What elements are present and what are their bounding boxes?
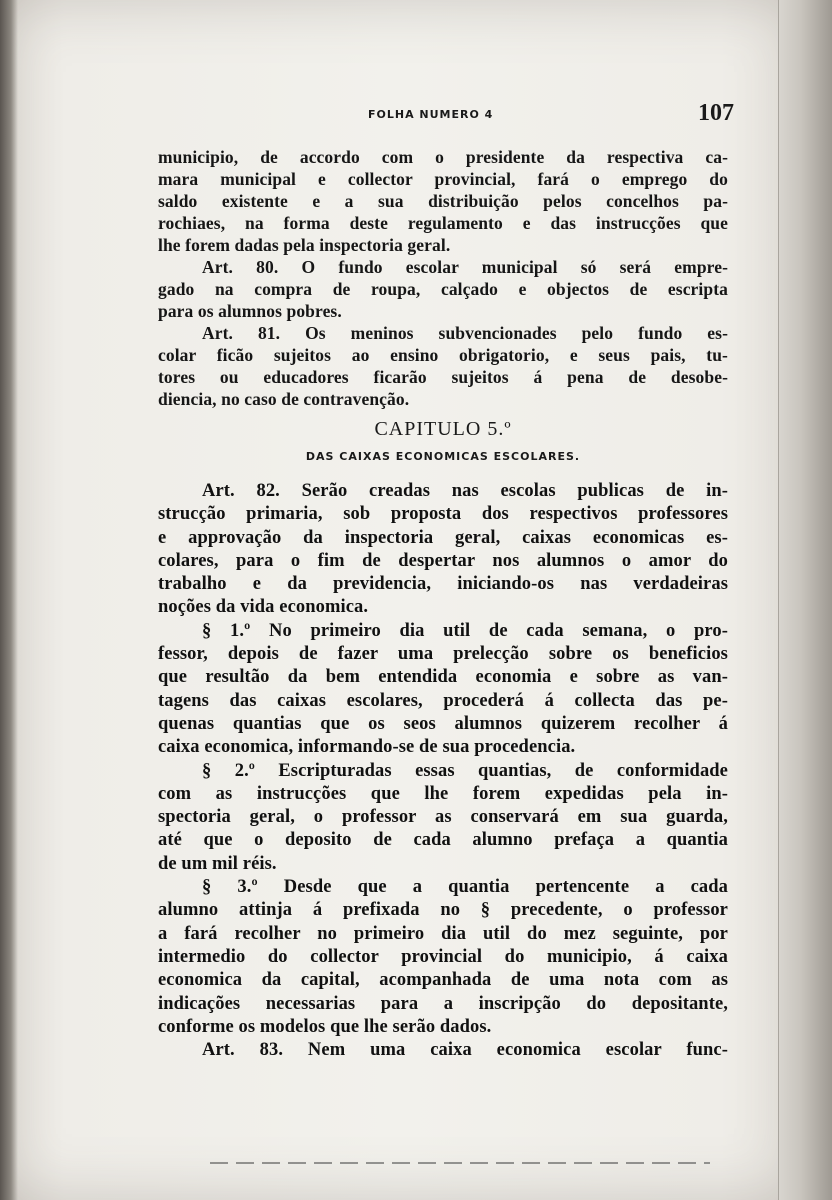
running-head: FOLHA NUMERO 4 [368, 108, 494, 121]
chapter-title: CAPITULO 5.º [374, 418, 512, 440]
page-header [160, 100, 740, 134]
text-line: fessor, depois de fazer uma prelecção sobre os beneficios [158, 644, 728, 665]
text-line: indicações necessarias para a inscripção do depositante, [158, 993, 728, 1014]
cut-off-next-line [210, 1162, 710, 1164]
page-number: 107 [698, 100, 734, 126]
text-line: alumno attinja á prefixada no § precedente, o professor [158, 900, 728, 921]
text-line: diencia, no caso de contravenção. [158, 389, 410, 409]
text-line: rochiaes, na forma deste regulamento e das instrucções que [158, 213, 728, 233]
text-line: colar ficão sujeitos ao ensino obrigatorio, e seus pais, tu- [158, 345, 728, 365]
text-line: com as instrucções que lhe forem expedidas pela in- [158, 783, 728, 804]
text-line: que resultão da bem entendida economia e sobre as van- [158, 667, 728, 688]
article-83 [158, 1039, 728, 1062]
text-line: a fará recolher no primeiro dia util do mez seguinte, por [158, 923, 728, 944]
text-line: § 1.º No primeiro dia util de cada semana, o pro- [202, 620, 728, 641]
text-line: até que o deposito de cada alumno prefaça a quantia [158, 830, 728, 851]
paragraph-3 [158, 876, 728, 1039]
paragraph-continuation [158, 146, 728, 256]
text-line: e approvação da inspectoria geral, caixas economicas es- [158, 527, 728, 548]
text-line: trabalho e da previdencia, iniciando-os nas verdadeiras [158, 574, 728, 595]
text-line: mara municipal e collector provincial, fará o emprego do [158, 169, 728, 189]
text-line: municipio, de accordo com o presidente da respectiva ca- [158, 147, 728, 167]
article-81 [158, 322, 728, 410]
text-line: para os alumnos pobres. [158, 301, 342, 321]
paragraph-2 [158, 760, 728, 876]
text-line: § 3.º Desde que a quantia pertencente a cada [202, 877, 728, 898]
text-line: Art. 82. Serão creadas nas escolas publicas de in- [202, 481, 728, 501]
text-line: de um mil réis. [158, 853, 277, 874]
text-line: colares, para o fim de despertar nos alumnos o amor do [158, 550, 728, 571]
chapter-subtitle: DAS CAIXAS ECONOMICAS ESCOLARES. [305, 450, 581, 463]
text-line: Art. 80. O fundo escolar municipal só será empre- [202, 257, 728, 277]
text-line: quenas quantias que os seos alumnos quizerem recolher á [158, 713, 728, 734]
text-line: tores ou educadores ficarão sujeitos á pena de desobe- [158, 367, 728, 387]
text-line: lhe forem dadas pela inspectoria geral. [158, 235, 451, 255]
text-line: saldo existente e a sua distribuição pelos concelhos pa- [158, 191, 728, 211]
text-line: § 2.º Escripturadas essas quantias, de conformidade [202, 760, 728, 781]
text-line: strucção primaria, sob proposta dos respectivos professores [158, 504, 728, 525]
text-line: intermedio do collector provincial do municipio, á caixa [158, 946, 728, 967]
chapter-body [158, 480, 728, 1062]
body-text [158, 146, 728, 1062]
text-line: tagens das caixas escolares, procederá á collecta das pe- [158, 690, 728, 711]
page-binding-edge [0, 0, 18, 1200]
text-line: noções da vida economica. [158, 597, 369, 618]
article-82 [158, 480, 728, 620]
text-line: conforme os modelos que lhe serão dados. [158, 1016, 492, 1037]
text-line: spectoria geral, o professor as conservará em sua guarda, [158, 807, 728, 828]
paragraph-1 [158, 620, 728, 760]
text-line: gado na compra de roupa, calçado e objectos de escripta [158, 279, 728, 299]
page-edge-shadow [778, 0, 832, 1200]
text-line: caixa economica, informando-se de sua procedencia. [158, 737, 576, 758]
text-line: Art. 83. Nem uma caixa economica escolar func- [202, 1040, 728, 1061]
text-line: economica da capital, acompanhada de uma nota com as [158, 970, 728, 991]
article-80 [158, 256, 728, 322]
text-line: Art. 81. Os meninos subvencionades pelo fundo es- [202, 323, 728, 343]
